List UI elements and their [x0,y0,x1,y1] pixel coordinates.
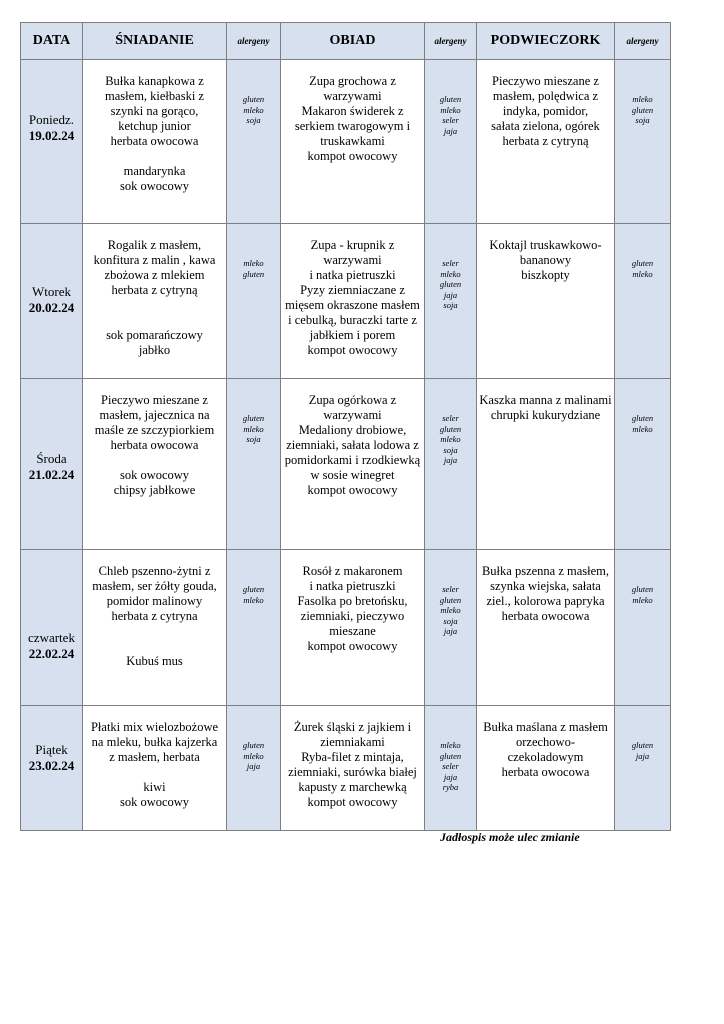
meal-line: ziel., kolorowa papryka [486,594,605,608]
meal-line: Makaron świderek z [301,104,404,118]
lunch-allergens-cell [425,706,477,831]
allergen-item: mleko [243,750,264,761]
breakfast-allergens-cell [227,60,281,224]
meal-line: i natka pietruszki [309,579,396,593]
meal-line: czekoladowym [507,750,584,764]
meal-line: mieszane [329,624,376,638]
meal-line: Medaliony drobiowe, [298,423,407,437]
meal-line: bananowy [519,253,572,267]
snack-allergens-cell [615,224,671,379]
day-date: 22.02.24 [28,646,75,661]
meal-line: warzywami [323,89,382,103]
footer-note: Jadłospis może ulec zmianie [440,830,580,844]
meal-line: Bułka pszenna z masłem, [481,564,610,578]
allergen-item: mleko [243,594,264,605]
breakfast-cell [83,60,227,224]
header-snack-allergens: alergeny [615,23,671,60]
lunch-cell [281,60,425,224]
snack-cell [477,550,615,706]
meal-line: Zupa grochowa z [309,74,396,88]
meal-line: Rogalik z masłem, [107,238,202,252]
meal-line: jabłko [138,343,171,357]
allergen-item: mleko [440,104,461,115]
header-breakfast-allergens: alergeny [227,23,281,60]
meal-line: szynka wiejska, sałata [490,579,601,593]
meal-line: mięsem okraszone masłem [285,298,420,312]
allergen-item: soja [635,115,650,125]
allergen-item: gluten [439,423,462,434]
meal-line: z masłem, herbata [109,750,200,764]
snack-allergens-cell [615,550,671,706]
breakfast-allergens-cell [227,706,281,831]
spacer [83,313,226,328]
meal-line: szynki na gorąco, [110,104,199,118]
meal-line: herbata owocowa [501,765,590,779]
meal-line: ziemniakami [320,735,385,749]
spacer [83,149,226,164]
meal-line: herbata z cytryną [111,283,198,297]
spacer [83,639,226,654]
day-date: 19.02.24 [28,128,75,143]
snack-cell [477,60,615,224]
day-cell [21,550,83,706]
meal-line: sok owocowy [119,468,190,482]
lunch-cell [281,706,425,831]
allergen-item: mleko [440,434,461,444]
allergen-item: seler [442,115,459,125]
allergen-item: gluten [631,104,654,115]
meal-line: chrupki kukurydziane [490,408,601,422]
meal-line: herbata z cytryna [111,609,198,623]
meal-line: masłem, ser żółty gouda, [92,579,217,593]
header-snack: PODWIECZORK [477,23,615,60]
allergen-item: jaja [443,771,458,782]
allergen-item: mleko [440,740,461,750]
allergen-item: mleko [632,423,653,434]
allergen-item: mleko [243,423,264,434]
breakfast-cell [83,379,227,550]
allergen-item: gluten [242,268,265,279]
allergen-item: gluten [631,413,654,423]
meal-line: i cebulką, buraczki tarte z [288,313,417,327]
meal-line: truskawkami [320,134,385,148]
meal-line: ziemniaki, surówka białej [288,765,417,779]
lunch-cell [281,550,425,706]
day-name: Piątek [35,742,68,757]
day-date: 23.02.24 [28,758,75,773]
allergen-item: seler [442,258,459,268]
breakfast-cell [83,706,227,831]
header-date: DATA [21,23,83,60]
meal-line: kompot owocowy [307,483,398,497]
allergen-item: ryba [442,782,459,792]
meal-line: indyka, pomidor, [502,104,589,118]
meal-line: chipsy jabłkowe [113,483,196,497]
header-breakfast: ŚNIADANIE [83,23,227,60]
meal-line: na mleku, bułka kajzerka [91,735,218,749]
day-date: 20.02.24 [28,300,75,315]
lunch-allergens-cell [425,379,477,550]
meal-line: konfitura z malin , kawa [93,253,216,267]
snack-allergens-cell [615,60,671,224]
meal-line: sok pomarańczowy [106,328,203,342]
day-name: czwartek [28,630,75,645]
meal-line: kompot owocowy [307,639,398,653]
meal-line: ziemniaki, pieczywo [300,609,405,623]
meal-line: Żurek śląski z jajkiem i [293,720,412,734]
meal-line: kiwi [143,780,166,794]
allergen-item: seler [442,584,459,594]
meal-line: kompot owocowy [307,795,398,809]
meal-line: Płatki mix wielozbożowe [90,720,219,734]
meal-line: kapusty z marchewką [298,780,407,794]
snack-allergens-cell [615,379,671,550]
meal-line: ketchup junior [118,119,191,133]
meal-line: Kaszka manna z malinami [479,393,612,407]
allergen-item: mleko [440,268,461,279]
header-lunch: OBIAD [281,23,425,60]
meal-line: herbata owocowa [110,438,199,452]
day-cell [21,224,83,379]
allergen-item: jaja [443,455,458,465]
allergen-item: seler [442,761,459,771]
allergen-item: soja [443,615,458,626]
allergen-item: soja [246,115,261,125]
day-row [21,379,671,550]
meal-line: Kubuś mus [126,654,183,668]
breakfast-allergens-cell [227,379,281,550]
snack-allergens-cell [615,706,671,831]
allergen-item: gluten [439,279,462,289]
allergen-item: jaja [635,750,650,761]
meal-line: serkiem twarogowym i [294,119,411,133]
meal-line: orzechowo- [516,735,575,749]
allergen-item: jaja [246,761,261,771]
meal-line: i natka pietruszki [309,268,396,282]
allergen-item: soja [246,434,261,444]
meal-line: mandarynka [123,164,186,178]
spacer [83,453,226,468]
meal-line: warzywami [323,253,382,267]
allergen-item: mleko [632,594,653,605]
meal-line: Koktajl truskawkowo- [489,238,602,252]
breakfast-allergens-cell [227,550,281,706]
meal-line: w sosie winegret [310,468,395,482]
day-name: Wtorek [32,284,71,299]
allergen-item: gluten [242,740,265,750]
allergen-item: jaja [443,289,458,300]
lunch-cell [281,379,425,550]
allergen-item: mleko [632,268,653,279]
meal-line: Bułka kanapkowa z [105,74,204,88]
allergen-item: mleko [243,104,264,115]
meal-line: sok owocowy [119,795,190,809]
meal-line: Bułka maślana z masłem [483,720,608,734]
day-row [21,706,671,831]
lunch-allergens-cell [425,224,477,379]
menu-body [21,60,671,831]
meal-line: sałata zielona, ogórek [491,119,600,133]
snack-cell [477,706,615,831]
meal-line: Fasolka po bretońsku, [297,594,408,608]
meal-line: Chleb pszenno-żytni z [98,564,211,578]
day-name: Środa [36,451,67,466]
meal-line: pomidorkami i rzodkiewką [284,453,421,467]
breakfast-cell [83,224,227,379]
snack-cell [477,224,615,379]
header-row [21,23,671,60]
meal-line: herbata owocowa [501,609,590,623]
meal-line: kompot owocowy [307,343,398,357]
meal-line: Ryba-filet z mintaja, [301,750,404,764]
breakfast-allergens-cell [227,224,281,379]
meal-line: warzywami [323,408,382,422]
allergen-item: gluten [439,594,462,605]
meal-line: masłem, jajecznica na [99,408,210,422]
spacer [83,298,226,313]
allergen-item: mleko [440,605,461,615]
lunch-cell [281,224,425,379]
meal-line: jabłkiem i porem [309,328,396,342]
allergen-item: gluten [631,258,654,268]
lunch-allergens-cell [425,550,477,706]
meal-line: maśle ze szczypiorkiem [94,423,215,437]
meal-line: herbata z cytryną [502,134,589,148]
day-row [21,224,671,379]
meal-line: biszkopty [521,268,570,282]
day-date: 21.02.24 [28,467,75,482]
allergen-item: gluten [439,94,462,104]
breakfast-cell [83,550,227,706]
spacer [83,765,226,780]
snack-cell [477,379,615,550]
meal-line: pomidor malinowy [106,594,203,608]
day-name: Poniedz. [28,112,75,127]
allergen-item: jaja [443,125,458,136]
allergen-item: soja [443,300,458,310]
meal-line: Pieczywo mieszane z [492,74,599,88]
lunch-allergens-cell [425,60,477,224]
meal-line: masłem, polędwica z [492,89,599,103]
allergen-item: gluten [242,94,265,104]
menu-table [20,22,671,831]
meal-line: zbożowa z mlekiem [104,268,205,282]
meal-line: Pieczywo mieszane z [101,393,208,407]
meal-line: Zupa - krupnik z [310,238,395,252]
allergen-item: gluten [242,584,265,594]
header-lunch-allergens: alergeny [425,23,477,60]
day-cell [21,379,83,550]
meal-line: masłem, kiełbaski z [105,89,204,103]
day-row [21,60,671,224]
meal-line: Rosół z makaronem [302,564,403,578]
allergen-item: gluten [631,584,654,594]
meal-line: ziemniaki, sałata lodowa z [286,438,419,452]
meal-line: Zupa ogórkowa z [308,393,397,407]
day-row [21,550,671,706]
allergen-item: mleko [243,258,264,268]
allergen-item: mleko [632,94,653,104]
allergen-item: gluten [439,750,462,761]
spacer [83,624,226,639]
allergen-item: gluten [242,413,265,423]
meal-line: herbata owocowa [110,134,199,148]
allergen-item: seler [442,413,459,423]
meal-line: sok owocowy [119,179,190,193]
meal-line: Pyzy ziemniaczane z [300,283,405,297]
meal-line: kompot owocowy [307,149,398,163]
day-cell [21,60,83,224]
allergen-item: jaja [443,626,458,636]
allergen-item: soja [443,444,458,455]
day-cell [21,706,83,831]
allergen-item: gluten [631,740,654,750]
